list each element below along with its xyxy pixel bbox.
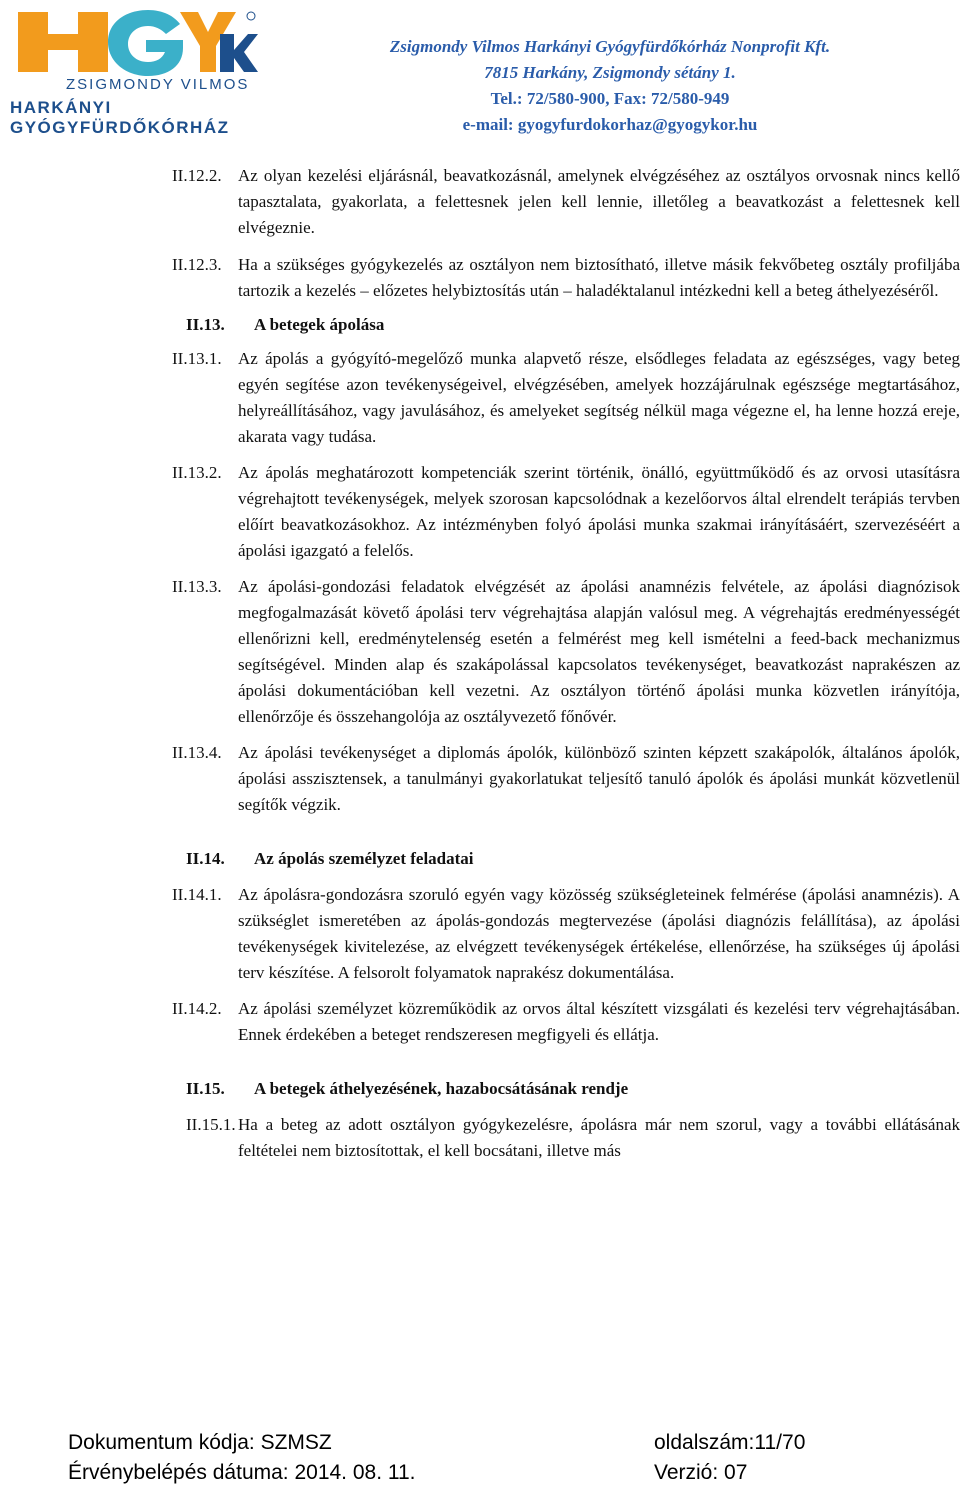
section-heading-15 — [172, 1076, 960, 1102]
logo-line1: ZSIGMONDY VILMOS — [66, 76, 250, 93]
paragraph-text: Az ápolási tevékenységet a diplomás ápolók, különböző szinten képzett szakápolók, általános ápolók, ápolási asszisztensek, a tanulmányi gyakorlatukat teljesítő tanuló ápolók és ápolási munkát közvetlenül segítők végzik. — [238, 743, 960, 814]
page-footer — [68, 1428, 848, 1488]
paragraph-text: Az ápolás a gyógyító-megelőző munka alapvető része, elsődleges feladata az egészséges, vagy beteg egyén segítése azon tevékenységeivel, elvégzésében, amelyek hozzájárulnak egészsége megtartásához, helyreállításához, vagy javulásához, és amelyeket segítség nélkül maga végezne el, ha lenne hozzá ereje, akarata vagy tudása. — [238, 349, 960, 446]
paragraph-text: Az olyan kezelési eljárásnál, beavatkozásnál, amelynek elvégzéséhez az osztályos orvosnak nincs kellő tapasztalata, gyakorlata, a felettesnek jelen kell lennie, illetőleg a beavatkozást a felettesnek kell elvégeznie. — [238, 166, 960, 237]
paragraph-14-2 — [172, 996, 960, 1048]
section-number: II.13. — [186, 315, 225, 334]
section-heading-14 — [172, 846, 960, 872]
paragraph-13-3 — [172, 574, 960, 730]
paragraph-14-1 — [172, 882, 960, 986]
paragraph-15-1 — [186, 1112, 960, 1164]
paragraph-number: II.13.1. — [172, 349, 222, 368]
effective-date: Érvénybelépés dátuma: 2014. 08. 11. — [68, 1461, 416, 1484]
paragraph-13-2 — [172, 460, 960, 564]
paragraph-text: Az ápolásra-gondozásra szoruló egyén vagy közösség szükségleteinek felmérése (ápolási anamnézis). A szükséglet ismeretében az ápolás-gondozás megtervezése (ápolási diagnózis felállítása), az ápolási tevékenységek kivitelezése, az elvégzett tevékenységek értékelése, ellenőrzése, ha szükséges új ápolási terv készítése. A felsorolt folyamatok naprakész dokumentálása. — [238, 885, 960, 982]
paragraph-12-3 — [172, 252, 960, 304]
paragraph-text: Az ápolási-gondozási feladatok elvégzését az ápolási anamnézis felvétele, az ápolási diagnózisok megfogalmazását követő ápolási terv végrehajtása alapján valósul meg. A végrehajtás eredményességét ellenőrizni kell, eredménytelenség esetén a felmérést meg kell ismételni a feed-back mechanizmus segítségével. Minden alap és szakápolással kapcsolatos tevékenységet, beavatkozást naprakészen az ápolási dokumentációban kell vezetni. Az osztályon történő ápolási munka közvetlen irányítója, ellenőrzője és összehangolója az osztályvezető főnővér. — [238, 577, 960, 726]
section-number: II.15. — [186, 1079, 225, 1098]
paragraph-number: II.12.3. — [172, 255, 222, 274]
paragraph-text: Ha a szükséges gyógykezelés az osztályon nem biztosítható, illetve másik fekvőbeteg osztály profiljába tartozik a kezelés – előzetes helybiztosítás után – haladéktalanul intézkedni kell a beteg áthelyezéséről. — [238, 255, 960, 300]
org-address: 7815 Harkány, Zsigmondy sétány 1. — [484, 63, 736, 82]
section-title: A betegek áthelyezésének, hazabocsátásának rendje — [254, 1079, 629, 1098]
org-email: e-mail: gyogyfurdokorhaz@gyogykor.hu — [462, 115, 758, 134]
paragraph-number: II.13.4. — [172, 743, 222, 762]
org-name: Zsigmondy Vilmos Harkányi Gyógyfürdőkórház Nonprofit Kft. — [389, 37, 831, 56]
paragraph-number: II.12.2. — [172, 166, 222, 185]
section-title: A betegek ápolása — [254, 315, 385, 334]
paragraph-text: Az ápolási személyzet közreműködik az orvos által készített vizsgálati és kezelési terv végrehajtásában. Ennek érdekében a beteget rendszeresen megfigyeli és ellátja. — [238, 999, 960, 1044]
paragraph-number: II.13.2. — [172, 463, 222, 482]
paragraph-number: II.14.1. — [172, 885, 222, 904]
letterhead — [300, 34, 920, 138]
document-code: Dokumentum kódja: SZMSZ — [68, 1431, 332, 1454]
paragraph-number: II.15.1. — [186, 1115, 236, 1134]
page-number: oldalszám:11/70 — [654, 1431, 806, 1454]
document-body — [172, 163, 960, 1164]
section-title: Az ápolás személyzet feladatai — [254, 849, 474, 868]
paragraph-12-2 — [172, 163, 960, 241]
paragraph-text: Az ápolás meghatározott kompetenciák szerint történik, önálló, együttműködő és az orvosi utasításra végrehajtott tevékenységek, melyek szorosan kapcsolódnak a kezelőorvos által elrendelt terápiás tervben előírt beavatkozásokhoz. Az intézményben folyó ápolási munka szakmai irányításáért, szervezéséért a ápolási igazgató a felelős. — [238, 463, 960, 560]
logo-mark-icon — [8, 4, 258, 78]
version: Verzió: 07 — [654, 1461, 748, 1484]
paragraph-number: II.13.3. — [172, 577, 222, 596]
paragraph-13-1 — [172, 346, 960, 450]
section-number: II.14. — [186, 849, 225, 868]
org-phone: Tel.: 72/580-900, Fax: 72/580-949 — [490, 89, 730, 108]
section-heading-13 — [172, 312, 960, 338]
paragraph-number: II.14.2. — [172, 999, 222, 1018]
logo-line2: HARKÁNYI GYÓGYFÜRDŐKÓRHÁZ — [10, 98, 230, 137]
hospital-logo — [8, 4, 258, 137]
paragraph-text: Ha a beteg az adott osztályon gyógykezelésre, ápolásra már nem szorul, vagy a további ellátásának feltételei nem biztosítottak, el kell bocsátani, illetve más — [238, 1115, 960, 1160]
paragraph-13-4 — [172, 740, 960, 818]
